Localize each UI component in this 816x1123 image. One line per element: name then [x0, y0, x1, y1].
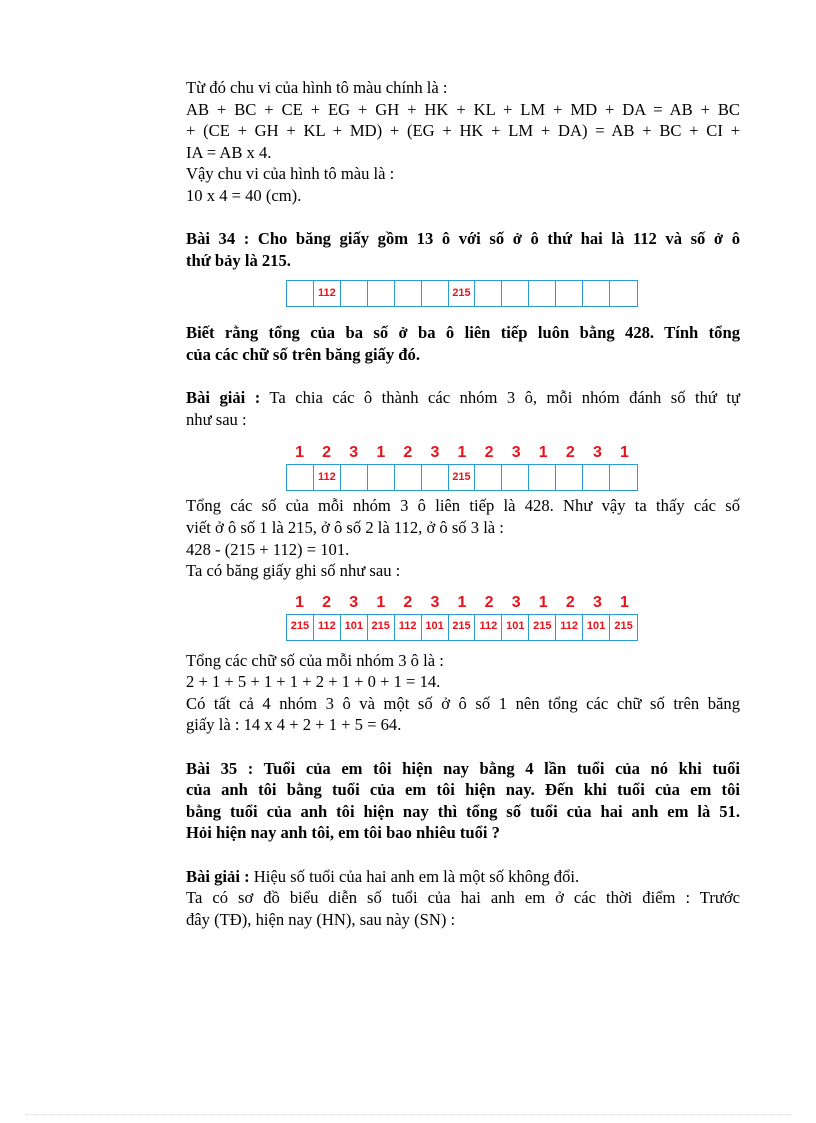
group-number: 3	[511, 593, 521, 611]
strip-cell	[341, 281, 368, 306]
text-line: Vậy chu vi của hình tô màu là :	[186, 164, 395, 184]
group-number: 1	[295, 593, 304, 611]
group-number-row	[286, 593, 638, 613]
strip-figure-1	[186, 271, 740, 322]
strip-cell	[287, 465, 314, 490]
text-line: + (CE + GH + KL + MD) + (EG + HK + LM + DA) = AB + BC + CI +	[186, 121, 740, 141]
group-number: 1	[620, 593, 629, 611]
text-line: Bài 35 : Tuổi của em tôi hiện nay bằng 4 lần tuổi của nó khi tuổi	[186, 758, 740, 778]
solution-label: Bài giải :	[186, 866, 250, 886]
strip-cell	[287, 281, 314, 306]
paragraph-perimeter-sum	[186, 99, 740, 164]
paragraph-perimeter-intro	[186, 77, 740, 99]
strip-cell	[529, 465, 556, 490]
text-line: giấy là : 14 x 4 + 2 + 1 + 5 = 64.	[186, 715, 402, 735]
strip-cell: 112	[395, 615, 422, 640]
text-line: 10 x 4 = 40 (cm).	[186, 185, 302, 205]
strip-cell	[502, 281, 529, 306]
strip-cell: 215	[368, 615, 395, 640]
group-number: 2	[565, 444, 575, 462]
text-line: Bài 34 : Cho băng giấy gồm 13 ô với số ở ô thứ hai là 112 và số ở ô	[186, 229, 740, 249]
strip-cell: 112	[556, 615, 583, 640]
strip-cell: 215	[529, 615, 556, 640]
strip-cell	[341, 465, 368, 490]
problem-35-title	[186, 758, 740, 844]
group-number: 3	[349, 593, 359, 611]
text-line: của anh tôi bằng tuổi của em tôi hiện nay. Đến khi tuổi của em tôi	[186, 780, 740, 800]
paper-strip	[286, 464, 638, 491]
text-line: Từ đó chu vi của hình tô màu chính là :	[186, 78, 448, 97]
strip-cell	[422, 281, 449, 306]
strip-cell	[395, 281, 422, 306]
strip-cell: 215	[449, 281, 476, 306]
text-span: Hiệu số tuổi của hai anh em là một số không đổi.	[249, 866, 580, 886]
strip-cell	[475, 281, 502, 306]
paragraph-perimeter-result	[186, 163, 740, 206]
strip-cell	[556, 281, 583, 306]
strip-cell: 101	[341, 615, 368, 640]
strip-cell: 101	[422, 615, 449, 640]
group-number: 2	[484, 593, 494, 611]
text-line: 2 + 1 + 5 + 1 + 1 + 2 + 1 + 0 + 1 = 14.	[186, 672, 441, 692]
text-line: Ta có sơ đồ biểu diễn số tuổi của hai anh em ở các thời điểm : Trước	[186, 888, 740, 908]
group-number: 1	[538, 593, 548, 611]
group-number: 2	[403, 444, 413, 462]
strip-cell	[475, 465, 502, 490]
text-line: đây (TĐ), hiện nay (HN), sau này (SN) :	[186, 909, 456, 929]
solution-34-intro	[186, 387, 740, 430]
text-line: Biết rằng tổng của ba số ở ba ô liên tiếp luôn bằng 428. Tính tổng	[186, 323, 740, 343]
content	[186, 77, 740, 930]
text-line: Hỏi hiện nay anh tôi, em tôi bao nhiêu tuổi ?	[186, 823, 500, 843]
text-line: Tổng các số của mỗi nhóm 3 ô liên tiếp là 428. Như vậy ta thấy các số	[186, 496, 740, 516]
text-line: IA = AB x 4.	[186, 142, 272, 162]
group-number: 1	[457, 444, 467, 462]
group-number: 3	[430, 444, 440, 462]
group-number: 3	[592, 593, 602, 611]
strip-cell	[583, 465, 610, 490]
strip-cell	[583, 281, 610, 306]
strip-cell	[368, 281, 395, 306]
text-line: bằng tuổi của anh tôi hiện nay thì tổng số tuổi của hai anh em là 51.	[186, 801, 740, 821]
group-number: 2	[484, 444, 494, 462]
group-number: 3	[511, 444, 521, 462]
group-number: 1	[376, 593, 386, 611]
group-number: 2	[322, 593, 332, 611]
strip-cell	[610, 281, 637, 306]
group-number: 1	[538, 444, 548, 462]
group-number: 2	[403, 593, 413, 611]
strip-cell	[368, 465, 395, 490]
group-number: 2	[565, 593, 575, 611]
strip-cell: 215	[449, 465, 476, 490]
solution-label: Bài giải :	[186, 388, 261, 408]
text-line: Ta có băng giấy ghi số như sau :	[186, 561, 401, 581]
strip-cell	[529, 281, 556, 306]
group-number: 3	[592, 444, 602, 462]
text-line: AB + BC + CE + EG + GH + HK + KL + LM + MD + DA = AB + BC	[186, 99, 740, 119]
strip-cell: 112	[314, 465, 341, 490]
paper-strip	[286, 280, 638, 307]
group-number: 2	[322, 444, 332, 462]
text-line: của các chữ số trên băng giấy đó.	[186, 344, 420, 364]
problem-34-question	[186, 322, 740, 365]
strip-cell: 215	[614, 620, 633, 633]
strip-cell	[502, 465, 529, 490]
text-line: Có tất cả 4 nhóm 3 ô và một số ở ô số 1 nên tổng các chữ số trên băng	[186, 693, 740, 713]
text-line: thứ bảy là 215.	[186, 250, 291, 270]
strip-figure-2	[186, 430, 740, 495]
strip-cell	[610, 465, 637, 490]
problem-34-title	[186, 228, 740, 271]
text-line: 428 - (215 + 112) = 101.	[186, 539, 350, 559]
strip-cell: 112	[475, 615, 502, 640]
strip-cell	[556, 465, 583, 490]
strip-figure-3	[186, 582, 740, 650]
text-line: viết ở ô số 1 là 215, ở ô số 2 là 112, ở ô số 3 là :	[186, 517, 504, 537]
solution-34-reasoning	[186, 495, 740, 581]
strip-cell	[422, 465, 449, 490]
text-span: Ta chia các ô thành các nhóm 3 ô, mỗi nhóm đánh số thứ tự	[260, 388, 740, 408]
group-number-row	[286, 443, 638, 463]
text-line: như sau :	[186, 409, 247, 429]
solution-35-intro	[186, 866, 740, 931]
page-footer-rule	[25, 1114, 791, 1115]
text-line	[186, 387, 740, 409]
strip-cell: 215	[287, 615, 314, 640]
group-number: 1	[295, 444, 304, 462]
solution-34-digit-sum	[186, 650, 740, 736]
text-line	[186, 866, 740, 888]
strip-cell	[395, 465, 422, 490]
group-number: 1	[457, 593, 467, 611]
group-number: 1	[376, 444, 386, 462]
group-number: 1	[620, 444, 629, 462]
strip-cell: 112	[314, 615, 341, 640]
strip-cell: 215	[449, 615, 476, 640]
group-number: 3	[430, 593, 440, 611]
group-number: 3	[349, 444, 359, 462]
strip-cell: 101	[502, 615, 529, 640]
paper-strip	[286, 614, 638, 641]
text-line: Tổng các chữ số của mỗi nhóm 3 ô là :	[186, 650, 444, 670]
strip-cell: 101	[583, 615, 610, 640]
strip-cell: 112	[314, 281, 341, 306]
